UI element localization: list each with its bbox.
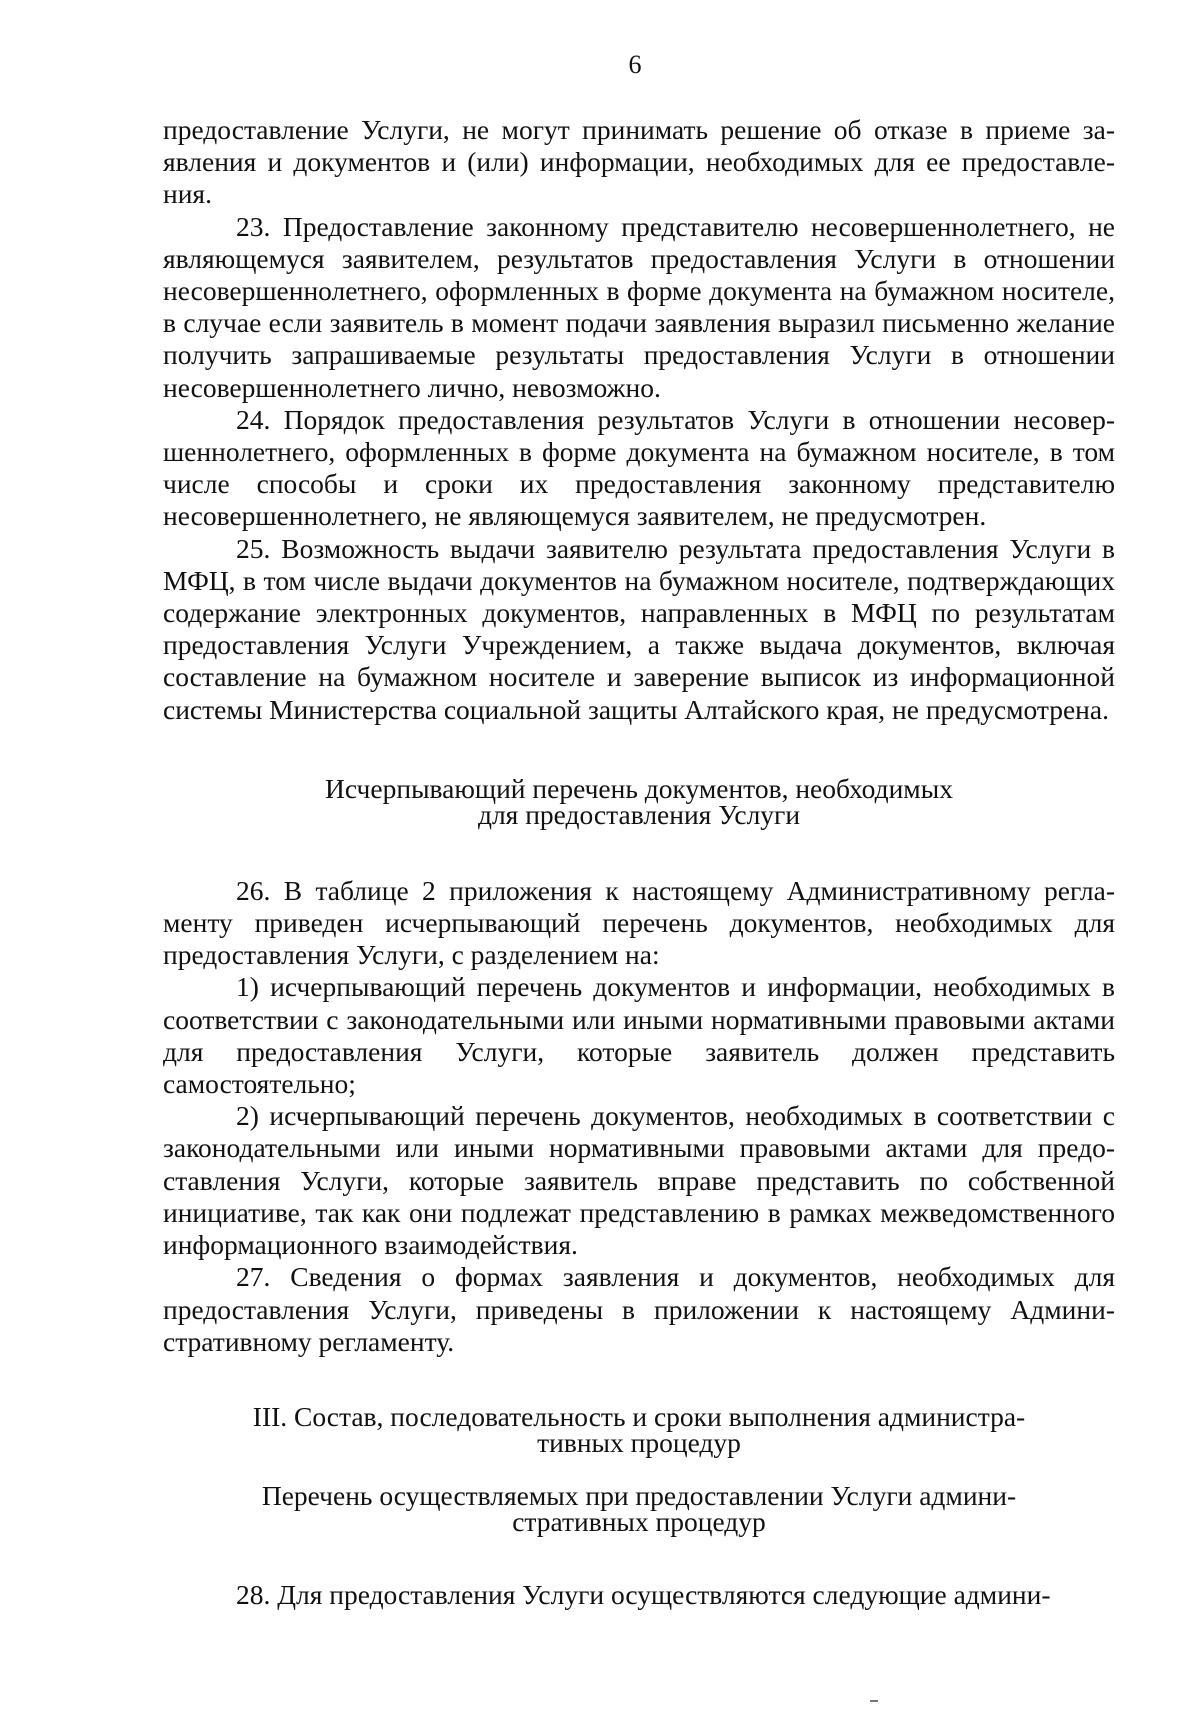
paragraph-28: 28. Для предоставления Услуги осуществляются следующие админи- xyxy=(236,1578,1051,1610)
heading-procedures-list: Перечень осуществляемых при предоставлении Услуги админи- стративных процедур xyxy=(261,1479,1017,1537)
paragraph-26-item-1: 1) исчерпывающий перечень документов и информации, необходимых в соответствии с законодательными или иными нормативными правовыми актами для предоставления Услуги, которые заявитель должен представить самостоятельно; xyxy=(163,971,1115,1100)
page-number: 6 xyxy=(628,50,642,79)
paragraph-23: 23. Предоставление законному представителю несовершеннолетнего, не являющемуся заявителем, результатов предоставления Услуги в отношении несовершеннолетнего, оформленных в форме документа на бумажном носителе, в случае если заявитель в момент подачи заявления выразил письменно желание получить запрашиваемые результаты предоставления Услуги в отношении несовершеннолетнего лично, невозможно. xyxy=(163,210,1115,403)
heading-documents-list: Исчерпывающий перечень документов, необходимых для предоставления Услуги xyxy=(325,772,953,830)
heading-section-iii: III. Состав, последовательность и сроки выполнения администра- тивных процедур xyxy=(252,1400,1026,1458)
paragraph-25: 25. Возможность выдачи заявителю результата предоставления Услуги в МФЦ, в том числе выдачи документов на бумажном носителе, подтверждающих содержание электронных документов, направленных в МФЦ по результатам предоставления Услуги Учреждением, а также выдача документов, включая составление на бумажном носителе и заверение выписок из информационной системы Министерства социальной защиты Алтайского края, не предусмотрена. xyxy=(163,532,1115,725)
page-content xyxy=(163,114,1115,1611)
paragraph-24: 24. Порядок предоставления результатов Услуги в отношении несовершеннолетнего, оформленных в форме документа на бумажном носителе, в том числе способы и сроки их предоставления законному представителю несовершеннолетнего, не являющемуся заявителем, не предусмотрен. xyxy=(163,403,1115,532)
paragraph-27: 27. Сведения о формах заявления и документов, необходимых для предоставления Услуги, приведены в приложении к настоящему Административному регламенту. xyxy=(163,1261,1115,1357)
paragraph-26-item-2: 2) исчерпывающий перечень документов, необходимых в соответствии с законодательными или иными нормативными правовыми актами для предоставления Услуги, которые заявитель вправе представить по собственной инициативе, так как они подлежат представлению в рамках межведомственного информационного взаимодействия. xyxy=(163,1100,1115,1261)
paragraph-continuation: предоставление Услуги, не могут принимать решение об отказе в приеме заявления и документов и (или) информации, необходимых для ее предоставления. xyxy=(163,114,1115,210)
paragraph-26: 26. В таблице 2 приложения к настоящему Административному регламенту приведен исчерпывающий перечень документов, необходимых для предоставления Услуги, с разделением на: xyxy=(163,874,1115,971)
scan-artifact-mark xyxy=(870,1700,878,1702)
